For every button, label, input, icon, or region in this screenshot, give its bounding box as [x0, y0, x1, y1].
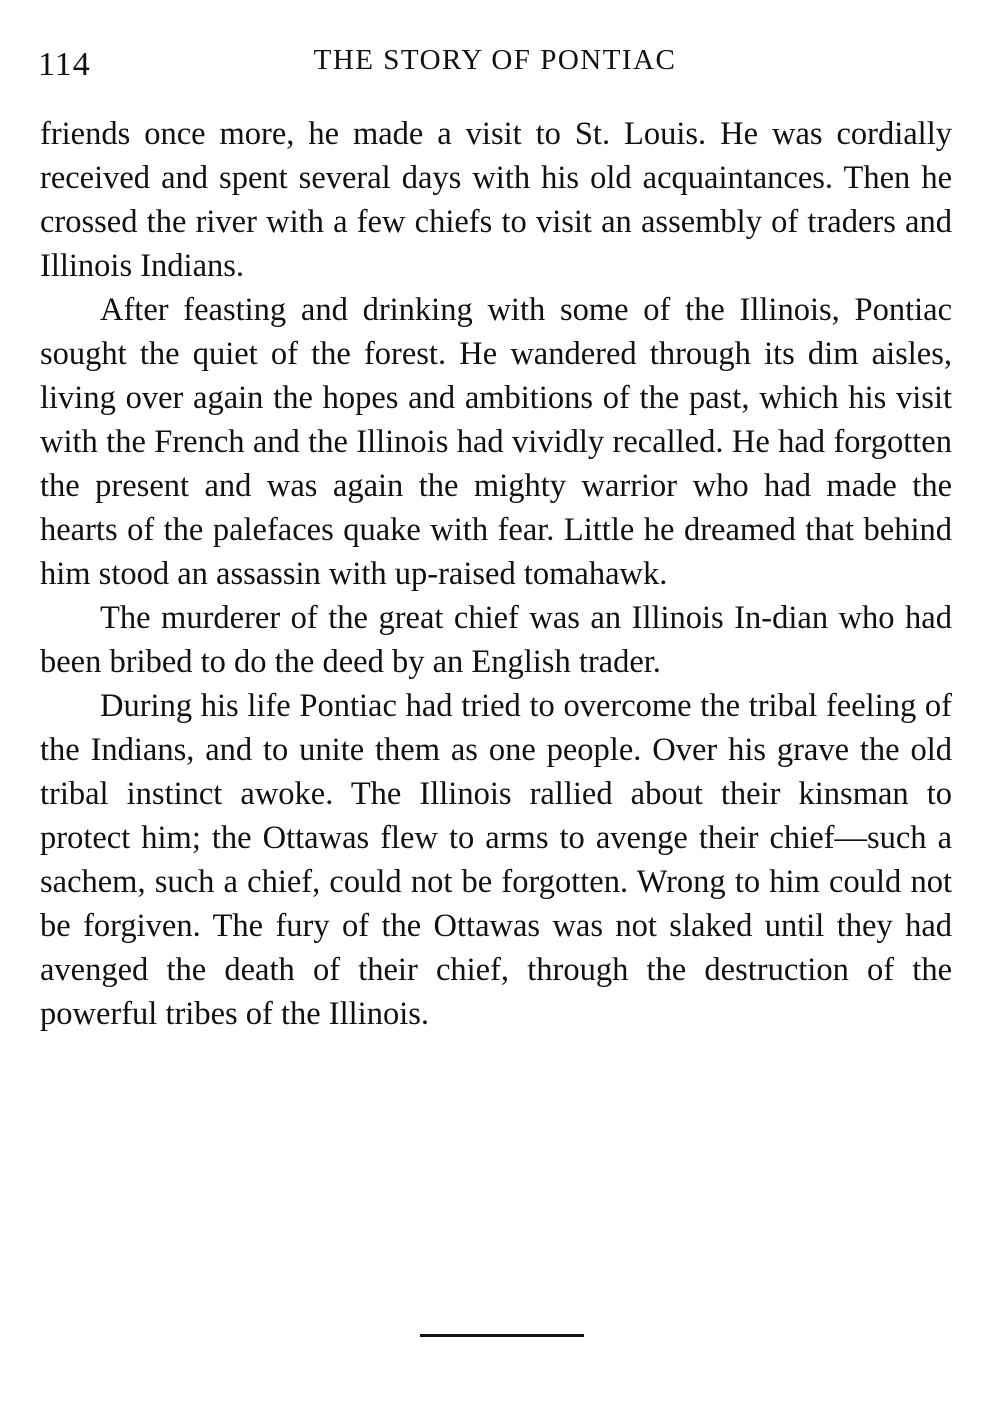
paragraph: After feasting and drinking with some of the Illinois, Pontiac sought the quiet of the forest. He wandered through its dim aisles, living over again the hopes and ambitions of the past, which his visit with the French and the Illinois had vividly recalled. He had forgotten the present and was again the mighty warrior who had made the hearts of the palefaces quake with fear. Little he dreamed that behind him stood an assassin with up-raised tomahawk. [40, 292, 952, 592]
running-title: THE STORY OF PONTIAC [313, 44, 677, 76]
page-number: 114 [38, 46, 91, 83]
paragraph: During his life Pontiac had tried to overcome the tribal feeling of the Indians, and to unite them as one people. Over his grave the old tribal instinct awoke. The Illinois rallied about their kinsman to protect him; the Ottawas flew to arms to avenge their chief—such a sachem, such a chief, could not be forgotten. Wrong to him could not be forgiven. The fury of the Ottawas was not slaked until they had avenged the death of their chief, through the destruction of the powerful tribes of the Illinois. [40, 688, 952, 1032]
paragraph-continued: friends once more, he made a visit to St. Louis. He was cordially received and spent several days with his old acquaintances. Then he crossed the river with a few chiefs to visit an assembly of traders and Illinois Indians. [40, 116, 952, 284]
end-of-chapter-rule [420, 1334, 584, 1337]
body-text [40, 112, 952, 1036]
paragraph: The murderer of the great chief was an Illinois In-dian who had been bribed to do the deed by an English trader. [40, 600, 952, 680]
running-head [38, 40, 952, 90]
